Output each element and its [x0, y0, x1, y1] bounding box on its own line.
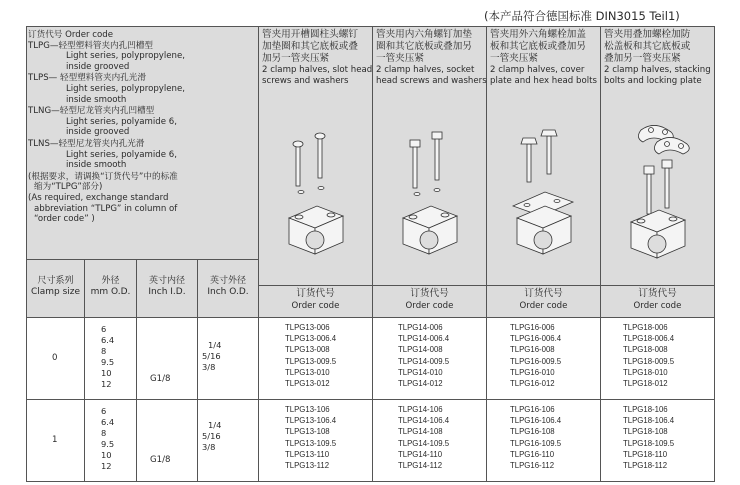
clamp-hex-bolt-illustration [487, 122, 599, 262]
order-code-list: TLPG14-106 TLPG14-106.4 TLPG14-108 TLPG14-109.5 TLPG14-110 TLPG14-112 [398, 405, 450, 471]
inch-id-cell: G1/8 [150, 455, 171, 465]
order-code-label-2: 订货代号 Order code [405, 288, 454, 311]
inch-od-list: 1/4 5/16 3/8 [202, 420, 222, 452]
order-code-label-4: 订货代号 Order code [633, 288, 682, 311]
standard-note: (本产品符合德国标准 DIN3015 Teil1) [484, 9, 680, 23]
clamp-stacking-bolt-illustration [601, 116, 713, 266]
inch-od-list: 1/4 5/16 3/8 [202, 340, 222, 372]
order-code-label-3: 订货代号 Order code [519, 288, 568, 311]
clamp-socket-head-illustration [373, 122, 485, 262]
od-mm-header: 外径 mm O.D. [90, 276, 131, 297]
order-code-list: TLPG13-006 TLPG13-006.4 TLPG13-008 TLPG13-009.5 TLPG13-010 TLPG13-012 [285, 323, 337, 389]
legend-item: TLPS— 轻型塑料管夹内孔光滑 Light series, polypropylene, inside smooth [28, 73, 186, 105]
inch-id-cell: G1/8 [150, 374, 171, 384]
product-col-1-desc: 管夹用开槽圆柱头螺钉 加垫圈和其它底板或叠 加另一管夹压紧 2 clamp halves, slot head screws and washers [262, 29, 373, 86]
inch-id-header: 英寸内径 Inch I.D. [148, 276, 186, 297]
table-bottom-border [26, 481, 714, 482]
legend-item: TLNS—轻型尼龙管夹内孔光滑 Light series, polyamide 6, inside smooth [28, 138, 177, 171]
order-code-list: TLPG16-106 TLPG16-106.4 TLPG16-108 TLPG16-109.5 TLPG16-110 TLPG16-112 [510, 405, 562, 471]
product-col-3-desc: 管夹用外六角螺栓加盖 板和其它底板或叠加另 一管夹压紧 2 clamp halves, cover plate and hex head bolts [490, 29, 597, 86]
row-divider [26, 399, 714, 400]
clamp-slot-head-illustration [259, 122, 371, 262]
legend-note: (根据要求，请调换“订货代号”中的标准 缩为“TLPG”部分) (As required, exchange standard abbreviation “TLPG” in column of “order code” ) [28, 171, 178, 225]
legend-item: TLNG—轻型尼龙管夹内孔凹槽型 Light series, polyamide 6, inside grooved [28, 106, 177, 138]
clamp-size-cell: 1 [52, 435, 58, 445]
legend-bottom-border [26, 259, 258, 260]
od-list: 6 6.4 8 9.5 10 12 [101, 324, 115, 389]
table-top-border [26, 26, 714, 27]
order-code-list: TLPG14-006 TLPG14-006.4 TLPG14-008 TLPG14-009.5 TLPG14-010 TLPG14-012 [398, 323, 450, 389]
header-bottom-border [26, 317, 714, 318]
order-code-list: TLPG16-006 TLPG16-006.4 TLPG16-008 TLPG16-009.5 TLPG16-010 TLPG16-012 [510, 323, 562, 389]
order-code-list: TLPG18-106 TLPG18-106.4 TLPG18-108 TLPG18-109.5 TLPG18-110 TLPG18-112 [623, 405, 675, 471]
order-code-label-1: 订货代号 Order code [291, 288, 340, 311]
order-code-legend [28, 30, 256, 225]
product-col-2-desc: 管夹用内六角螺钉加垫 圈和其它底板或叠加另 一管夹压紧 2 clamp halves, socket head screws and washers [376, 29, 487, 86]
legend-item: TLPG—轻型塑料管夹内孔凹槽型 Light series, polypropylene, inside grooved [28, 40, 186, 72]
table-left-border [26, 26, 27, 482]
legend-title: 订货代号 Order code [28, 30, 113, 40]
product-col-4-desc: 管夹用叠加螺栓加防 松盖板和其它底板或 叠加另一管夹压紧 2 clamp halves, stacking bolts and locking plate [604, 29, 711, 86]
order-code-list: TLPG13-106 TLPG13-106.4 TLPG13-108 TLPG13-109.5 TLPG13-110 TLPG13-112 [285, 405, 337, 471]
clamp-size-header: 尺寸系列 Clamp size [30, 276, 81, 297]
order-code-list: TLPG18-006 TLPG18-006.4 TLPG18-008 TLPG18-009.5 TLPG18-010 TLPG18-012 [623, 323, 675, 389]
od-list: 6 6.4 8 9.5 10 12 [101, 406, 115, 471]
table-right-border [714, 26, 715, 482]
inch-od-header: 英寸外径 Inch O.D. [207, 276, 249, 297]
clamp-size-cell: 0 [52, 353, 58, 363]
